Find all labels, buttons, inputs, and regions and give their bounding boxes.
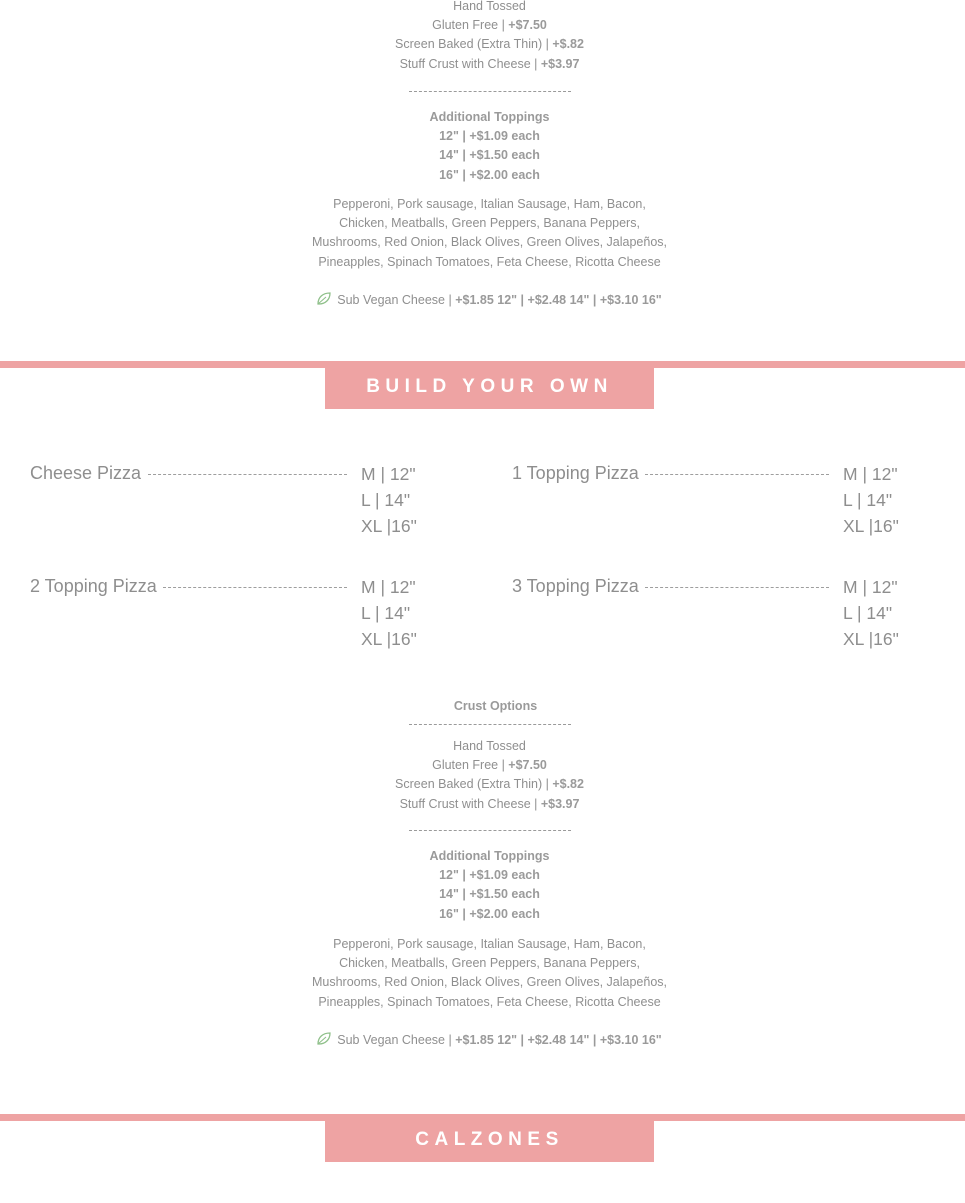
section-banner-calzones: CALZONES xyxy=(325,1117,654,1162)
size-options xyxy=(361,461,417,539)
toppings-title: Additional Toppings xyxy=(429,849,550,863)
crust-option: Screen Baked (Extra Thin) | +$.82 xyxy=(395,777,584,792)
build-vegan-option: Sub Vegan Cheese | +$1.85 12" | +$2.48 14" | +$3.10 16" xyxy=(0,1031,965,1050)
size-option: L | 14" xyxy=(361,490,411,510)
toppings-list-line: Mushrooms, Red Onion, Black Olives, Green Olives, Jalapeños, xyxy=(311,235,667,250)
toppings-list-line: Pineapples, Spinach Tomatoes, Feta Cheese, Ricotta Cheese xyxy=(318,994,661,1009)
build-additional-toppings xyxy=(0,847,965,924)
divider xyxy=(0,821,965,840)
size-option: L | 14" xyxy=(843,603,893,623)
size-option: M | 12" xyxy=(843,577,898,597)
topping-price: 12" | +$1.09 each xyxy=(439,868,540,883)
leaf-icon xyxy=(317,1032,331,1045)
size-options xyxy=(843,574,899,652)
size-option: XL |16" xyxy=(361,629,417,649)
top-crust-options xyxy=(0,0,965,74)
crust-option: Gluten Free | +$7.50 xyxy=(432,18,547,33)
divider xyxy=(0,715,965,734)
size-option: XL |16" xyxy=(843,629,899,649)
topping-price: 16" | +$2.00 each xyxy=(439,906,540,921)
size-option: L | 14" xyxy=(843,490,893,510)
menu-item-name: 2 Topping Pizza xyxy=(30,576,157,596)
toppings-list-line: Mushrooms, Red Onion, Black Olives, Green Olives, Jalapeños, xyxy=(311,975,667,990)
toppings-title: Additional Toppings xyxy=(429,110,550,124)
dotted-leader xyxy=(163,587,347,588)
size-option: L | 14" xyxy=(361,603,411,623)
dotted-leader xyxy=(645,587,829,588)
size-option: M | 12" xyxy=(361,577,416,597)
top-toppings-list xyxy=(0,195,965,272)
size-options xyxy=(843,461,899,539)
toppings-list-line: Pepperoni, Pork sausage, Italian Sausage, Ham, Bacon, xyxy=(333,197,646,211)
crust-options-title: Crust Options xyxy=(453,699,538,713)
toppings-list-line: Pineapples, Spinach Tomatoes, Feta Cheese, Ricotta Cheese xyxy=(318,254,661,269)
size-option: M | 12" xyxy=(843,464,898,484)
crust-option: Stuff Crust with Cheese | +$3.97 xyxy=(399,796,580,811)
top-additional-toppings xyxy=(0,108,965,185)
menu-item-name: 3 Topping Pizza xyxy=(512,576,639,596)
toppings-list-line: Chicken, Meatballs, Green Peppers, Banana Peppers, xyxy=(339,216,640,231)
topping-price: 12" | +$1.09 each xyxy=(439,129,540,144)
build-crust-options xyxy=(0,737,965,814)
build-toppings-list xyxy=(0,935,965,1012)
dotted-leader xyxy=(148,474,347,475)
size-options xyxy=(361,574,417,652)
toppings-list-line: Pepperoni, Pork sausage, Italian Sausage, Ham, Bacon, xyxy=(333,937,646,951)
leaf-icon xyxy=(317,292,331,305)
size-option: XL |16" xyxy=(361,516,417,536)
menu-item-name: Cheese Pizza xyxy=(30,463,142,483)
menu-item-name: 1 Topping Pizza xyxy=(512,463,639,483)
crust-option: Gluten Free | +$7.50 xyxy=(432,758,547,773)
topping-price: 14" | +$1.50 each xyxy=(439,887,540,902)
section-banner-build-your-own: BUILD YOUR OWN PIZZA xyxy=(325,364,654,409)
dotted-leader xyxy=(645,474,829,475)
crust-option: Screen Baked (Extra Thin) | +$.82 xyxy=(395,37,584,52)
topping-price: 14" | +$1.50 each xyxy=(439,148,540,163)
top-vegan-option: Sub Vegan Cheese | +$1.85 12" | +$2.48 14" | +$3.10 16" xyxy=(0,291,965,310)
divider xyxy=(0,82,965,101)
crust-option: Hand Tossed xyxy=(453,739,526,753)
size-option: XL |16" xyxy=(843,516,899,536)
crust-option: Hand Tossed xyxy=(453,0,526,13)
toppings-list-line: Chicken, Meatballs, Green Peppers, Banana Peppers, xyxy=(339,956,640,971)
size-option: M | 12" xyxy=(361,464,416,484)
crust-option: Stuff Crust with Cheese | +$3.97 xyxy=(399,56,580,71)
topping-price: 16" | +$2.00 each xyxy=(439,167,540,182)
